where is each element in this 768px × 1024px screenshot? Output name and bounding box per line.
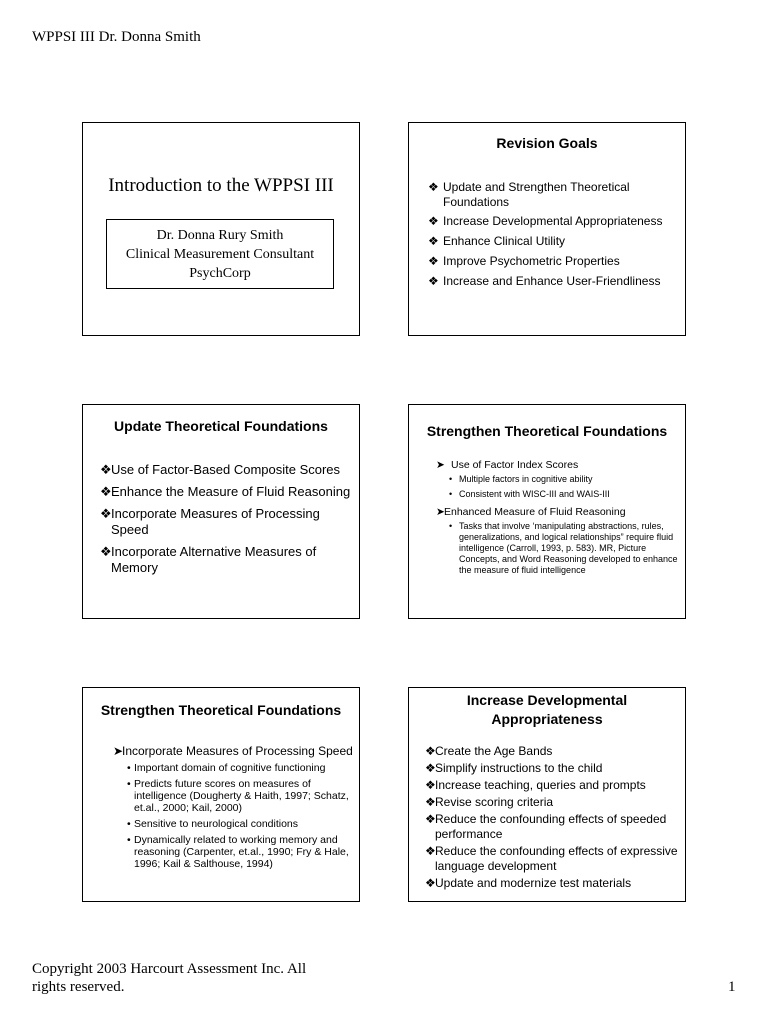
- diamond-bullet-icon: ❖: [425, 744, 436, 758]
- dot-bullet-icon: •: [127, 778, 131, 790]
- sub-list-item: • Dynamically related to working memory and reasoning (Carpenter, et.al., 1990; Fry & Hale, 1996; Kail & Salthouse, 1994): [127, 834, 349, 870]
- list-item: ❖ Update and Strengthen Theoretical Foundations: [428, 180, 630, 209]
- presenter-box: [106, 219, 334, 289]
- list-item: ❖ Increase teaching, queries and prompts: [425, 778, 646, 792]
- section-block: [113, 744, 353, 870]
- diamond-bullet-icon: ❖: [100, 506, 112, 521]
- document-header: WPPSI III Dr. Donna Smith: [32, 29, 201, 45]
- diamond-bullet-icon: ❖: [425, 761, 436, 775]
- sub-list-item: • Consistent with WISC-III and WAIS-III: [449, 489, 610, 499]
- list-item: ❖ Revise scoring criteria: [425, 795, 554, 809]
- list-item: ❖ Improve Psychometric Properties: [428, 254, 620, 268]
- list-item: ❖ Simplify instructions to the child: [425, 761, 603, 775]
- list-item: ❖ Incorporate Measures of Processing Speed: [100, 506, 320, 537]
- diamond-bullet-icon: ❖: [425, 876, 436, 890]
- slide-introduction: [82, 122, 360, 336]
- diamond-bullet-icon: ❖: [428, 180, 439, 194]
- presenter-role: Clinical Measurement Consultant: [125, 247, 315, 262]
- diamond-bullet-icon: ❖: [428, 214, 439, 228]
- page-number: 1: [728, 979, 736, 995]
- foundation-list: [100, 462, 356, 576]
- slide-strengthen-foundations-1: [408, 404, 686, 619]
- dot-bullet-icon: •: [449, 489, 453, 499]
- diamond-bullet-icon: ❖: [100, 462, 112, 477]
- slide-title: Update Theoretical Foundations: [114, 418, 328, 434]
- arrow-bullet-icon: ➤: [436, 506, 445, 518]
- diamond-bullet-icon: ❖: [428, 254, 439, 268]
- presenter-name: Dr. Donna Rury Smith: [156, 228, 284, 243]
- list-item: ❖ Update and modernize test materials: [425, 876, 632, 890]
- list-item: ❖ Enhance the Measure of Fluid Reasoning: [100, 484, 351, 499]
- sub-list-item: • Multiple factors in cognitive ability: [449, 474, 593, 484]
- list-item: ➤ Incorporate Measures of Processing Speed: [113, 744, 353, 758]
- slide-title: Introduction to the WPPSI III: [108, 175, 334, 196]
- dot-bullet-icon: •: [127, 762, 131, 774]
- slide-title: Strengthen Theoretical Foundations: [426, 423, 668, 439]
- diamond-bullet-icon: ❖: [425, 795, 436, 809]
- dot-bullet-icon: •: [127, 834, 131, 846]
- list-item: ➤ Enhanced Measure of Fluid Reasoning: [436, 506, 626, 518]
- list-item: ❖ Use of Factor-Based Composite Scores: [100, 462, 341, 477]
- list-item: ❖ Increase Developmental Appropriateness: [428, 214, 663, 228]
- sub-list-item: • Tasks that involve ‘manipulating abstractions, rules, generalizations, and logical relationships” require fluid intelligence (Carroll, 1993, p. 583). MR, Picture Concepts, and Word Reasoning developed to enhance the measure of fluid intelligence: [449, 521, 678, 575]
- slide-title-line-2: Appropriateness: [491, 711, 603, 727]
- list-item: ❖ Reduce the confounding effects of speeded performance: [425, 812, 667, 841]
- list-item: ❖ Create the Age Bands: [425, 744, 553, 758]
- list-item: ❖ Enhance Clinical Utility: [428, 234, 566, 248]
- slide-title: Revision Goals: [496, 135, 598, 151]
- slide-developmental-appropriateness: [408, 687, 686, 902]
- section-block: [436, 459, 681, 576]
- list-item: ❖ Increase and Enhance User-Friendliness: [428, 274, 661, 288]
- presenter-org: PsychCorp: [189, 266, 251, 281]
- dot-bullet-icon: •: [449, 521, 453, 531]
- diamond-bullet-icon: ❖: [428, 234, 439, 248]
- slide-title-line-1: Increase Developmental: [466, 692, 628, 708]
- dot-bullet-icon: •: [449, 474, 453, 484]
- diamond-bullet-icon: ❖: [100, 484, 112, 499]
- diamond-bullet-icon: ❖: [100, 544, 112, 559]
- appropriateness-list: [425, 744, 683, 891]
- goal-list: [428, 180, 680, 289]
- dot-bullet-icon: •: [127, 818, 131, 830]
- sub-list-item: • Important domain of cognitive functioning: [127, 762, 326, 774]
- diamond-bullet-icon: ❖: [425, 844, 436, 858]
- diamond-bullet-icon: ❖: [425, 778, 436, 792]
- slide-strengthen-foundations-2: [82, 687, 360, 902]
- list-item: ❖ Incorporate Alternative Measures of Memory: [100, 544, 317, 575]
- diamond-bullet-icon: ❖: [428, 274, 439, 288]
- arrow-bullet-icon: ➤: [436, 459, 445, 471]
- slide-revision-goals: [408, 122, 686, 336]
- slide-update-theoretical-foundations: [82, 404, 360, 619]
- sub-list-item: • Sensitive to neurological conditions: [127, 818, 299, 830]
- diamond-bullet-icon: ❖: [425, 812, 436, 826]
- arrow-bullet-icon: ➤: [113, 744, 124, 758]
- copyright-notice: Copyright 2003 Harcourt Assessment Inc. All rights reserved.: [32, 961, 307, 995]
- list-item: ❖ Reduce the confounding effects of expressive language development: [425, 844, 678, 873]
- sub-list-item: • Predicts future scores on measures of intelligence (Dougherty & Haith, 1997; Schatz, et.al., 2000; Kail, 2000): [127, 778, 349, 814]
- list-item: ➤ Use of Factor Index Scores: [436, 459, 579, 471]
- slide-title: Strengthen Theoretical Foundations: [100, 702, 342, 718]
